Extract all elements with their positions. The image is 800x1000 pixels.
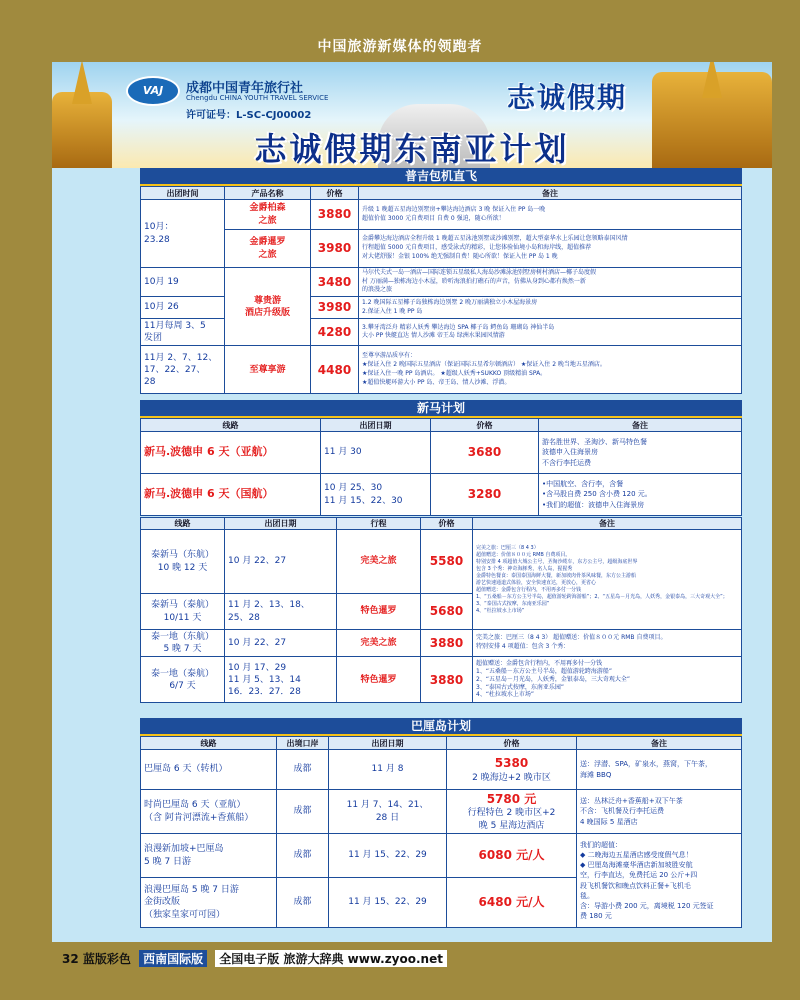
price-cell: 5780 元 行程特色 2 晚市区+2 晚 5 星海边酒店 bbox=[447, 790, 577, 834]
note-cell: 马尔代夫式一岛一酒店—国际连锁五星级私人海岛沙滩泳池别墅房树村酒店—椰子岛度假 村 万丽满—独栋海边小木屋，聆听海浪拍打礁石的声音，仿佛从身到心都有焕然一新 的浪漫之旅 bbox=[359, 268, 742, 297]
spire-icon bbox=[72, 62, 92, 104]
price-cell: 3880 bbox=[421, 657, 473, 703]
edition-label: 西南国际版 bbox=[139, 950, 207, 967]
port-cell: 成都 bbox=[277, 750, 329, 790]
col-header: 出境口岸 bbox=[277, 737, 329, 750]
footer-bar bbox=[0, 942, 800, 1000]
price-cell: 6080 元/人 bbox=[447, 834, 577, 878]
note-cell: •中国航空、含行李，含餐 •含马股自费 250 含小费 120 元。 •我们的超值：波德申入住海景房 bbox=[539, 474, 742, 516]
brand-title: 志诚假期 bbox=[507, 81, 628, 114]
slogan: 中国旅游新媒体的领跑者 bbox=[317, 39, 483, 55]
price-cell: 3680 bbox=[431, 432, 539, 474]
col-header: 出团日期 bbox=[321, 419, 431, 432]
route-cell: 巴厘岛 6 天（转机） bbox=[141, 750, 277, 790]
price-cell: 4480 bbox=[311, 346, 359, 394]
price-cell: 3880 bbox=[311, 200, 359, 230]
note-cell: 金爵攀达海边酒店全程升级 1 晚超五星泳池别墅或沙滩别墅，超大型豪华水上乐园让您领略泰国风情 行程超值 5000 元自费项目，感受泳式的精彩，让您体验仙境小岛和海岸线，超值推荐 对大佬舒服！金银 100% 绝无强制自费！随心所欲！保证入住 PP 岛 1 晚 bbox=[359, 230, 742, 268]
section-phuket-header: 普吉包机直飞 bbox=[140, 168, 742, 186]
col-header: 产品名称 bbox=[225, 187, 311, 200]
org-english-name: Chengdu CHINA YOUTH TRAVEL SERVICE bbox=[186, 94, 329, 102]
section-bali-header: 巴厘岛计划 bbox=[140, 718, 742, 736]
port-cell: 成都 bbox=[277, 834, 329, 878]
price-cell: 3280 bbox=[431, 474, 539, 516]
note-cell: 升级 1 晚超五星海边别墅房+攀达海边酒店 3 晚 保证入住 PP 岛一晚 超值价值 3000 元自费项目 自费 0 强迫，随心所欲！ bbox=[359, 200, 742, 230]
price-cell: 3980 bbox=[311, 230, 359, 268]
spire-icon bbox=[702, 62, 722, 98]
page-title: 志诚假期东南亚计划 bbox=[254, 130, 570, 168]
section-sg-my-header: 新马计划 bbox=[140, 400, 742, 418]
price-cell: 5580 bbox=[421, 530, 473, 594]
date-cell: 11 月 15、22、29 bbox=[329, 878, 447, 928]
route-cell: 泰一地（泰航） 6/7 天 bbox=[141, 657, 225, 703]
note-cell: 完美之旅：巴厘三（8 4 3） 超值赠送：价值８００元 RMB 自费项目。 特别安排 4 项超值大城公主号，圣淘沙缆车，东方公主号，超级海底世界 包含 3 个秀：神奇海豚秀，名人岛，猩猩秀 金爵特色餐食：泰国泰国海鲜大餐，新加坡肉骨茶风味餐，东方公主游船 游艺快速通道式体验，安全快速直达，更放心，更省心 超值赠送：金爵包含行程内，不用再多付一分钱 1、“五桑船－东方公主号半岛，超值游轮跨海游船”；2、“五星岛－月光岛，人妖秀，金银泰岛，三大奇观大全”；3、“泰国古式按摩，东南亚乐园” 4、“杜拉坡水上市场” bbox=[473, 530, 742, 630]
col-header: 行程 bbox=[337, 518, 421, 530]
col-header: 线路 bbox=[141, 518, 225, 530]
product-cell: 金爵柏森 之旅 bbox=[225, 200, 311, 230]
product-cell: 尊贵游 酒店升级版 bbox=[225, 268, 311, 346]
date-cell: 11 月 8 bbox=[329, 750, 447, 790]
col-header: 价格 bbox=[311, 187, 359, 200]
col-header: 出团时间 bbox=[141, 187, 225, 200]
date-cell: 11月 2、7、12、 17、22、27、 28 bbox=[141, 346, 225, 394]
route-cell: 新马.波德申 6 天（国航） bbox=[141, 474, 321, 516]
price-cell: 5680 bbox=[421, 594, 473, 630]
sg-my-table bbox=[140, 418, 742, 516]
bali-table bbox=[140, 736, 742, 928]
col-header: 价格 bbox=[421, 518, 473, 530]
route-cell: 时尚巴厘岛 6 天（亚航） （含 阿肯河漂流+香蕉船） bbox=[141, 790, 277, 834]
col-header: 线路 bbox=[141, 737, 277, 750]
note-cell: 至尊享游品质享有： ★保证入住 2 晚国际五星酒店（保证国际五星希尔顿酒店） ★保证入住 2 晚当地五星酒店。 ★保证入住一晚 PP 岛酒店。 ★超级人妖秀+SUKKO 顶级精油 SPA。 ★超值快艇环游大小 PP 岛、帝王岛、情人沙滩、浮潜。 bbox=[359, 346, 742, 394]
footer bbox=[62, 950, 447, 968]
col-header: 备注 bbox=[359, 187, 742, 200]
price-cell: 3880 bbox=[421, 630, 473, 657]
col-header: 备注 bbox=[473, 518, 742, 530]
color-label: 蓝版彩色 bbox=[82, 952, 131, 966]
note-cell: 我们的超值： ◆ 二晚海边五星酒店感受度假气息！ ◆ 巴厘岛海滩豪华酒店新加坡胜安航 空，行李直达，免费托运 20 公斤+四 段飞机餐饮和晚点饮料正餐+飞机毛 毯。 含：导游小费 200 元，离境税 120 元签证 费 180 元 bbox=[577, 834, 742, 928]
product-cell: 至尊享游 bbox=[225, 346, 311, 394]
phuket-table bbox=[140, 186, 742, 394]
date-cell: 10 月 22、27 bbox=[225, 630, 337, 657]
date-cell: 11 月 15、22、29 bbox=[329, 834, 447, 878]
note-cell: 3.攀牙湾泛舟 精彩人妖秀 攀达海边 SPA 椰子岛 鳄鱼岛 珊瑚岛 神仙半岛 大小 PP 快艇直达 情人沙滩 帝王岛 绿洲水果园风情游 bbox=[359, 319, 742, 346]
price-cell: 3480 bbox=[311, 268, 359, 297]
col-header: 线路 bbox=[141, 419, 321, 432]
price-cell: 3980 bbox=[311, 297, 359, 319]
route-cell: 浪漫巴厘岛 5 晚 7 日游 金街改版 （独家皇家可可园） bbox=[141, 878, 277, 928]
col-header: 备注 bbox=[577, 737, 742, 750]
date-cell: 10月 26 bbox=[141, 297, 225, 319]
date-cell: 11月每周 3、5 发团 bbox=[141, 319, 225, 346]
date-cell: 10月： 23.28 bbox=[141, 200, 225, 268]
page bbox=[52, 62, 772, 942]
date-cell: 10月 19 bbox=[141, 268, 225, 297]
agency-logo: VAJ bbox=[126, 76, 180, 106]
col-header: 价格 bbox=[447, 737, 577, 750]
date-cell: 11 月 30 bbox=[321, 432, 431, 474]
banner bbox=[52, 62, 772, 168]
price-cell: 6480 元/人 bbox=[447, 878, 577, 928]
price-cell: 4280 bbox=[311, 319, 359, 346]
trip-cell: 特色暹罗 bbox=[337, 657, 421, 703]
top-bar bbox=[0, 0, 800, 62]
page-number: 32 bbox=[62, 952, 79, 966]
route-cell: 新马.波德申 6 天（亚航） bbox=[141, 432, 321, 474]
trip-cell: 完美之旅 bbox=[337, 630, 421, 657]
col-header: 备注 bbox=[539, 419, 742, 432]
note-cell: 超值赠送：金爵包含行程内，不用再多付一分钱 1、“五桑船－东方公主号半岛，超值游轮跨海游船” 2、“五星岛－月光岛，人妖秀，金银泰岛，三大奇观大全” 3、“泰国古式按摩，东南亚乐园” 4、“杜拉坡水上市场” bbox=[473, 657, 742, 703]
site-info[interactable]: 全国电子版 旅游大辞典 www.zyoo.net bbox=[215, 950, 447, 967]
port-cell: 成都 bbox=[277, 878, 329, 928]
port-cell: 成都 bbox=[277, 790, 329, 834]
price-cell: 5380 2 晚海边+2 晚市区 bbox=[447, 750, 577, 790]
trip-cell: 完美之旅 bbox=[337, 530, 421, 594]
note-cell: 送：浮潜、SPA，矿泉水，燕窝，下午茶， 海滩 BBQ bbox=[577, 750, 742, 790]
note-cell: 1.2 晚国际五星椰子岛独栋海边别墅 2 晚万丽满独立小木屋海景房 2.保证入住 1 晚 PP 岛 bbox=[359, 297, 742, 319]
route-cell: 泰一地（东航） 5 晚 7 天 bbox=[141, 630, 225, 657]
route-cell: 浪漫新加坡+巴厘岛 5 晚 7 日游 bbox=[141, 834, 277, 878]
date-cell: 11 月 7、14、21、 28 日 bbox=[329, 790, 447, 834]
route-cell: 泰新马（东航） 10 晚 12 天 bbox=[141, 530, 225, 594]
date-cell: 10 月 22、27 bbox=[225, 530, 337, 594]
org-name: 成都中国青年旅行社 bbox=[186, 81, 304, 96]
note-cell: 完美之旅：巴厘三（8 4 3） 超值赠送：价值８００元 RMB 自费项目。 特别安排 4 项超值：包含 3 个秀： bbox=[473, 630, 742, 657]
route-cell: 泰新马（泰航） 10/11 天 bbox=[141, 594, 225, 630]
date-cell: 10 月 25、30 11 月 15、22、30 bbox=[321, 474, 431, 516]
trip-cell: 特色暹罗 bbox=[337, 594, 421, 630]
col-header: 出团日期 bbox=[225, 518, 337, 530]
note-cell: 游名胜世界、圣淘沙、新马特色餐 波德申入住海景房 不含行李托运费 bbox=[539, 432, 742, 474]
date-cell: 11 月 2、13、18、 25、28 bbox=[225, 594, 337, 630]
thai-table bbox=[140, 517, 742, 703]
product-cell: 金爵暹罗 之旅 bbox=[225, 230, 311, 268]
col-header: 出团日期 bbox=[329, 737, 447, 750]
col-header: 价格 bbox=[431, 419, 539, 432]
note-cell: 送：丛林泛舟+香蕉船+双下午茶 不含：飞机餐及行李托运费 4 晚国际 5 星酒店 bbox=[577, 790, 742, 834]
license-number: 许可证号：L-SC-CJ00002 bbox=[186, 110, 312, 121]
date-cell: 10 月 17、29 11 月 5、13、14 16．23．27．28 bbox=[225, 657, 337, 703]
